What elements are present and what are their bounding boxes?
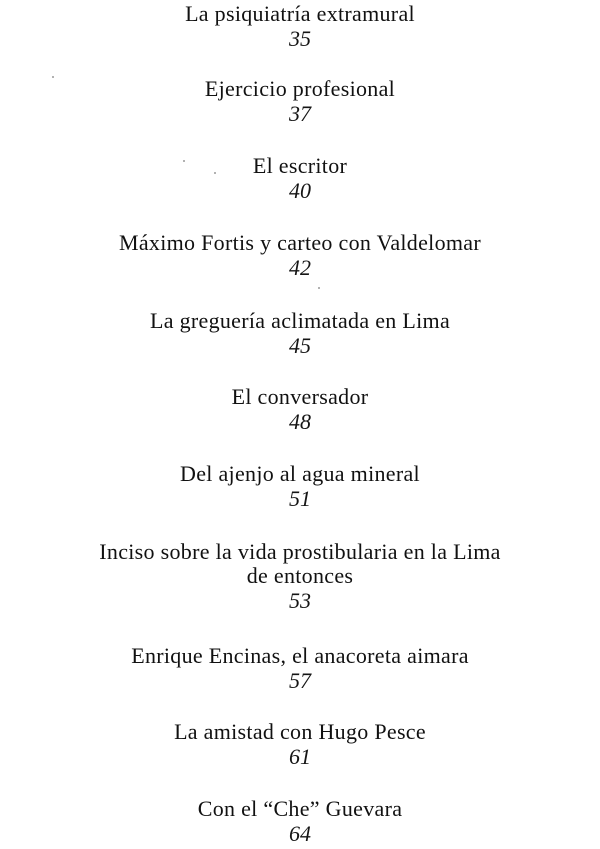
toc-entry-title: La psiquiatría extramural — [185, 1, 415, 26]
toc-entry-title: El conversador — [231, 384, 369, 409]
toc-entry-title-continuation: de entonces — [246, 563, 354, 588]
scan-speck — [52, 76, 54, 78]
toc-entry-page-number: 51 — [289, 486, 311, 511]
toc-entry-page-number: 64 — [289, 821, 311, 846]
toc-entry — [0, 644, 600, 693]
scan-speck — [183, 160, 185, 162]
toc-entry — [0, 231, 600, 280]
scan-speck — [214, 172, 216, 174]
toc-entry — [0, 720, 600, 769]
toc-entry — [0, 385, 600, 434]
toc-entry — [0, 77, 600, 126]
toc-entry-page-number: 48 — [289, 409, 311, 434]
toc-entry-page-number: 61 — [289, 744, 311, 769]
toc-entry — [0, 540, 600, 613]
toc-entry — [0, 797, 600, 846]
toc-entry-page-number: 35 — [289, 26, 311, 51]
toc-entry-title: Del ajenjo al agua mineral — [180, 461, 420, 486]
toc-entry-title: Ejercicio profesional — [204, 76, 396, 101]
toc-entry-title: Con el “Che” Guevara — [197, 796, 403, 821]
toc-entry — [0, 309, 600, 358]
toc-entry-title: La greguería aclimatada en Lima — [149, 308, 451, 333]
toc-entry — [0, 462, 600, 511]
toc-entry-title: Máximo Fortis y carteo con Valdelomar — [118, 230, 481, 255]
toc-entry-page-number: 45 — [289, 333, 311, 358]
toc-entry-page-number: 40 — [289, 178, 311, 203]
toc-entry-page-number: 42 — [289, 255, 311, 280]
toc-entry — [0, 2, 600, 51]
scan-speck — [318, 287, 320, 289]
toc-entry-page-number: 37 — [289, 101, 311, 126]
toc-entry — [0, 154, 600, 203]
toc-entry-title: El escritor — [252, 153, 348, 178]
toc-entry-title: Inciso sobre la vida prostibularia en la Lima — [99, 539, 501, 564]
toc-entry-title: Enrique Encinas, el anacoreta aimara — [131, 643, 469, 668]
toc-entry-page-number: 57 — [289, 668, 311, 693]
toc-entry-title: La amistad con Hugo Pesce — [174, 719, 426, 744]
toc-entry-page-number: 53 — [289, 588, 311, 613]
